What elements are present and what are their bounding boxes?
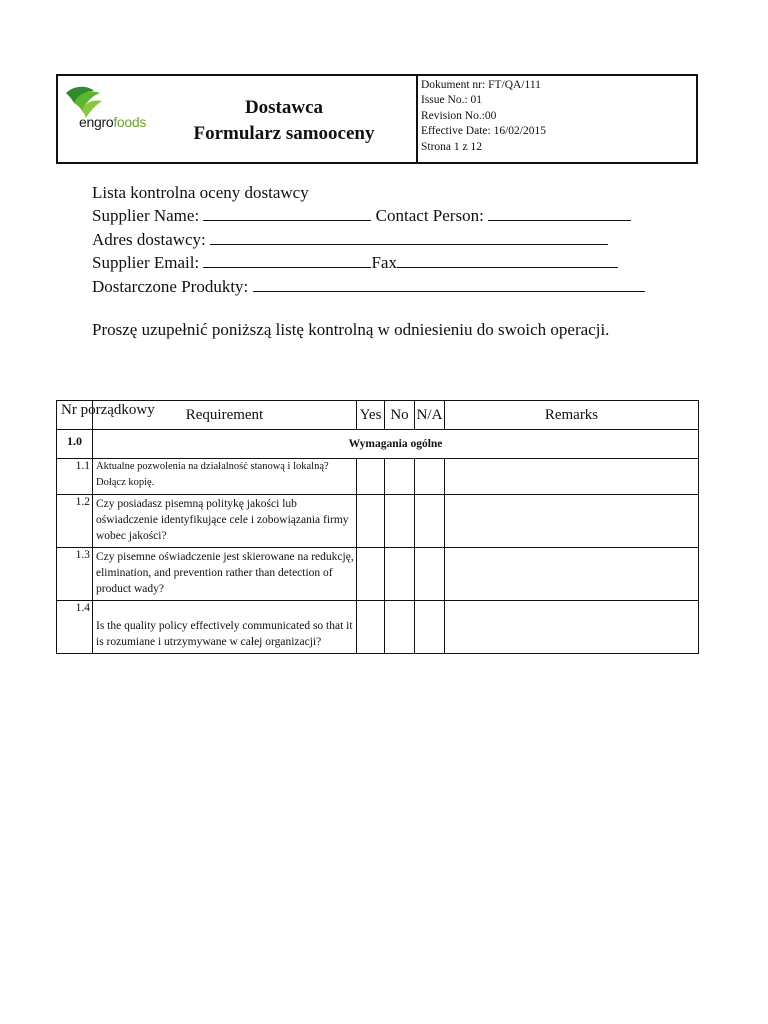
remarks-cell[interactable] — [445, 601, 699, 654]
effective-date: Effective Date: 16/02/2015 — [421, 125, 546, 138]
table-row — [57, 495, 699, 548]
page-number: Strona 1 z 12 — [421, 140, 483, 153]
issue-number: Issue No.: 01 — [421, 94, 483, 107]
section-number: 1.0 — [57, 430, 93, 459]
address-row — [92, 228, 645, 251]
instruction-text: Proszę uzupełnić poniższą listę kontrolną w odniesieniu do swoich operacji. — [92, 320, 610, 339]
company-logo — [64, 85, 150, 129]
email-row — [92, 251, 645, 274]
contact-person-field[interactable] — [488, 206, 631, 221]
no-cell[interactable] — [385, 495, 415, 548]
row-requirement: Aktualne pozwolenia na działalność stanową i lokalną? Dołącz kopię. — [93, 459, 357, 495]
table-row — [57, 601, 699, 654]
email-field[interactable] — [203, 253, 371, 268]
no-cell[interactable] — [385, 548, 415, 601]
na-cell[interactable] — [415, 495, 445, 548]
section-title: Wymagania ogólne — [93, 430, 699, 459]
row-number: 1.2 — [57, 495, 93, 548]
address-label: Adres dostawcy: — [92, 229, 206, 249]
row-requirement: Is the quality policy effectively communicated so that it is rozumiane i utrzymywane w całej organizacji? — [93, 601, 357, 654]
yes-cell[interactable] — [357, 459, 385, 495]
header-left — [58, 76, 416, 162]
na-cell[interactable] — [415, 548, 445, 601]
na-cell[interactable] — [415, 459, 445, 495]
na-cell[interactable] — [415, 601, 445, 654]
row-requirement: Czy posiadasz pisemną politykę jakości lub oświadczenie identyfikujące cele i zobowiązania firmy wobec jakości? — [93, 495, 357, 548]
contact-person-label: Contact Person: — [375, 206, 484, 226]
no-cell[interactable] — [385, 601, 415, 654]
col-header-yes: Yes — [357, 401, 385, 430]
supplier-name-label: Supplier Name: — [92, 206, 200, 226]
col-header-no: No — [385, 401, 415, 430]
fax-label: Fax — [371, 253, 397, 273]
table-header-row — [57, 401, 699, 430]
remarks-cell[interactable] — [445, 459, 699, 495]
supplier-name-field[interactable] — [203, 206, 371, 221]
col-header-remarks: Remarks — [445, 401, 699, 430]
document-header — [56, 74, 698, 164]
logo-wordmark: engrofoods — [79, 114, 147, 130]
form-title — [152, 95, 416, 147]
remarks-cell[interactable] — [445, 548, 699, 601]
col-header-requirement: Requirement — [93, 401, 357, 430]
products-label: Dostarczone Produkty: — [92, 276, 249, 296]
yes-cell[interactable] — [357, 548, 385, 601]
revision-number: Revision No.:00 — [421, 109, 497, 122]
row-requirement: Czy pisemne oświadczenie jest skierowane na redukcję, elimination, and prevention rather than detection of product wady? — [93, 548, 357, 601]
products-field[interactable] — [253, 277, 645, 292]
supplier-name-row — [92, 204, 645, 227]
col-header-nr: Nr porządkowy — [57, 401, 93, 430]
no-cell[interactable] — [385, 459, 415, 495]
yes-cell[interactable] — [357, 601, 385, 654]
title-line-2: Formularz samooceny — [193, 123, 375, 144]
yes-cell[interactable] — [357, 495, 385, 548]
products-row — [92, 275, 645, 298]
table-row — [57, 548, 699, 601]
row-number: 1.1 — [57, 459, 93, 495]
checklist-heading: Lista kontrolna oceny dostawcy — [92, 183, 309, 202]
remarks-cell[interactable] — [445, 495, 699, 548]
supplier-details — [92, 181, 645, 298]
doc-number: Dokument nr: FT/QA/111 — [421, 79, 541, 91]
table-row — [57, 459, 699, 495]
requirements-table — [56, 400, 699, 654]
email-label: Supplier Email: — [92, 253, 200, 273]
document-info — [416, 76, 696, 162]
address-field[interactable] — [210, 230, 608, 245]
title-line-1: Dostawca — [244, 97, 324, 118]
section-row — [57, 430, 699, 459]
row-number: 1.4 — [57, 601, 93, 654]
fax-field[interactable] — [397, 253, 618, 268]
col-header-na: N/A — [415, 401, 445, 430]
row-number: 1.3 — [57, 548, 93, 601]
